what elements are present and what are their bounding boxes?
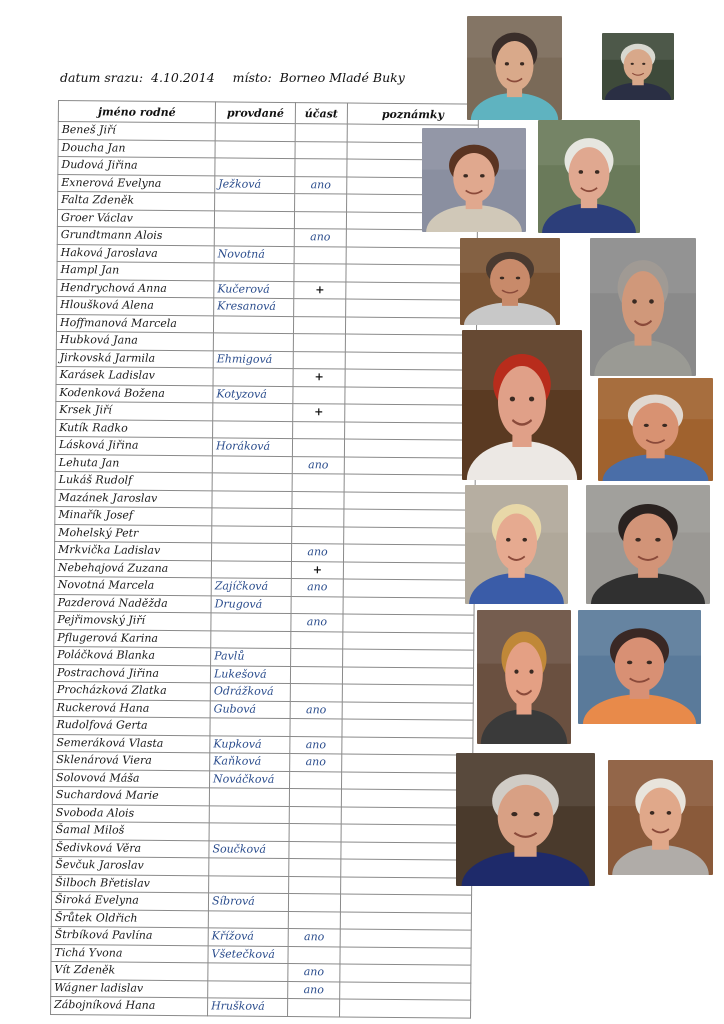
notes-cell [345,404,476,423]
married-name-cell: Všetečková [208,945,288,963]
name-cell: Jirkovská Jarmila [56,349,213,368]
attendance-cell [295,124,347,142]
name-cell: Beneš Jiří [58,122,215,141]
name-cell: Kodenková Božena [56,384,213,403]
married-name-cell: Kupková [210,735,290,753]
notes-cell [344,474,475,493]
attendance-cell: + [294,281,346,299]
notes-cell [343,597,474,616]
notes-cell [341,789,472,808]
notes-cell [342,684,473,703]
attendance-cell [293,386,345,404]
notes-cell [343,614,474,633]
married-name-cell: Síbrová [208,893,288,911]
name-cell: Novotná Marcela [54,576,211,595]
married-name-cell: Odrážková [210,683,290,701]
name-cell: Minařík Josef [55,506,212,525]
table-body [51,122,479,1018]
notes-cell [345,369,476,388]
table-row [51,996,471,1017]
married-name-cell [211,560,291,578]
notes-cell [341,772,472,791]
name-cell: Šedivková Věra [52,839,209,858]
married-name-cell [215,123,295,141]
attendance-cell: ano [290,701,342,719]
attendance-cell: ano [291,579,343,597]
name-cell: Široká Evelyna [51,891,208,910]
attendance-cell [289,876,341,894]
married-name-cell [210,718,290,736]
notes-cell [340,964,471,983]
married-name-cell [215,158,295,176]
attendance-cell [293,351,345,369]
married-name-cell [208,980,288,998]
name-cell: Rudolfová Gerta [53,716,210,735]
married-name-cell [215,140,295,158]
married-name-cell [213,368,293,386]
notes-cell [341,876,472,895]
name-cell: Exnerová Evelyna [58,174,215,193]
name-cell: Karásek Ladislav [56,366,213,385]
name-cell: Zábojníková Hana [51,996,208,1015]
name-cell: Ševčuk Jaroslav [52,856,209,875]
name-cell: Mazánek Jaroslav [55,489,212,508]
married-name-cell [212,525,292,543]
attendance-cell: ano [294,229,346,247]
col-header-name: jméno rodné [58,101,215,123]
attendance-cell: + [293,404,345,422]
photo-woman-blonde-blue [465,485,568,604]
married-name-cell [215,193,295,211]
attendance-cell [289,806,341,824]
name-cell: Groer Václav [57,209,214,228]
married-name-cell [213,333,293,351]
place-label: místo: [232,70,272,85]
name-cell: Wágner ladislav [51,979,208,998]
name-cell: Poláčková Blanka [54,646,211,665]
photo-man-glasses-grey [538,120,640,233]
married-name-cell [209,875,289,893]
married-name-cell [212,473,292,491]
attendance-cell [288,946,340,964]
attendance-cell [295,141,347,159]
name-cell: Šrůtek Oldřich [51,909,208,928]
col-header-attend: účast [295,103,347,124]
notes-cell [344,509,475,528]
notes-cell [341,841,472,860]
attendance-cell [293,316,345,334]
married-name-cell [212,490,292,508]
married-name-cell [214,210,294,228]
attendance-cell [288,894,340,912]
notes-cell [346,299,477,318]
married-name-cell: Kotyzová [213,385,293,403]
name-cell: Doucha Jan [58,139,215,158]
married-name-cell [211,543,291,561]
notes-cell [344,457,475,476]
notes-cell [345,352,476,371]
married-name-cell: Ehmigová [213,350,293,368]
attendance-cell [288,999,340,1017]
notes-cell [341,824,472,843]
married-name-cell [208,963,288,981]
notes-cell [340,999,471,1018]
photo-older-man-suit [602,33,674,100]
married-name-cell [214,263,294,281]
name-cell: Lukáš Rudolf [55,471,212,490]
attendance-cell: ano [290,754,342,772]
name-cell: Vít Zdeněk [51,961,208,980]
photo-woman-blonde-smile [477,610,571,744]
photo-woman-orange-top [578,610,701,724]
notes-cell [342,754,473,773]
married-name-cell [209,823,289,841]
name-cell: Pejřimovský Jiří [54,611,211,630]
married-name-cell: Nováčková [210,770,290,788]
name-cell: Tichá Yvona [51,944,208,963]
attendance-cell [290,684,342,702]
notes-cell [341,859,472,878]
notes-cell [340,929,471,948]
name-cell: Hloušková Alena [57,296,214,315]
married-name-cell [213,420,293,438]
married-name-cell: Kaňková [210,753,290,771]
attendance-cell [288,911,340,929]
name-cell: Solovová Máša [53,769,210,788]
photo-man-striped-shirt [598,378,713,481]
notes-cell [342,737,473,756]
photo-man-mustache [460,238,560,325]
attendance-cell: ano [291,614,343,632]
name-cell: Hoffmanová Marcela [56,314,213,333]
married-name-cell [209,805,289,823]
married-name-cell [213,403,293,421]
married-name-cell [213,315,293,333]
married-name-cell [209,858,289,876]
name-cell: Kutík Radko [56,419,213,438]
name-cell: Šamal Miloš [52,821,209,840]
notes-cell [342,719,473,738]
col-header-married: provdané [215,102,295,124]
married-name-cell [211,630,291,648]
married-name-cell: Kresanová [214,298,294,316]
married-name-cell: Lukešová [210,665,290,683]
name-cell: Pazderová Naděžda [54,594,211,613]
name-cell: Lehuta Jan [55,454,212,473]
name-cell: Štrbíková Pavlína [51,926,208,945]
married-name-cell: Hrušková [208,998,288,1016]
attendance-cell: + [293,369,345,387]
photo-bald-man-blue [456,753,595,886]
name-cell: Hampl Jan [57,261,214,280]
notes-cell [345,387,476,406]
notes-cell [344,527,475,546]
attendance-cell: ano [295,176,347,194]
attendance-cell [291,649,343,667]
name-cell: Hendrychová Anna [57,279,214,298]
photo-older-woman-glasses [467,16,562,120]
married-name-cell [211,613,291,631]
notes-cell [346,282,477,301]
name-cell: Pflugerová Karina [54,629,211,648]
attendance-cell: ano [291,544,343,562]
attendance-cell [289,859,341,877]
name-cell: Procházková Zlatka [53,681,210,700]
photo-man-glasses-white [608,760,713,875]
name-cell: Lásková Jiřina [55,436,212,455]
notes-cell [346,264,477,283]
attendance-cell [293,421,345,439]
married-name-cell: Drugová [211,595,291,613]
name-cell: Semeráková Vlasta [53,734,210,753]
name-cell: Hubková Jana [56,331,213,350]
name-cell: Šilboch Břetislav [52,874,209,893]
notes-cell [344,439,475,458]
notes-cell [345,334,476,353]
photo-woman-dark-hair [586,485,710,604]
attendance-cell [289,841,341,859]
attendance-cell: ano [290,736,342,754]
attendance-cell [295,159,347,177]
photo-man-grey-beard [590,238,696,376]
date-value: 4.10.2014 [151,70,215,85]
married-name-cell [208,910,288,928]
married-name-cell [212,508,292,526]
name-cell: Grundtmann Alois [57,226,214,245]
attendance-cell [289,789,341,807]
attendance-cell [290,771,342,789]
attendance-cell [292,526,344,544]
married-name-cell: Ježková [215,175,295,193]
notes-cell [343,649,474,668]
notes-cell [342,702,473,721]
attendance-cell [295,194,347,212]
attendance-cell [293,334,345,352]
notes-cell [343,632,474,651]
attendance-cell [289,824,341,842]
married-name-cell [212,455,292,473]
married-name-cell: Horáková [212,438,292,456]
attendance-cell: ano [288,929,340,947]
notes-cell [343,544,474,563]
married-name-cell: Součková [209,840,289,858]
name-cell: Mohelský Petr [55,524,212,543]
date-label: datum srazu: [60,70,144,85]
name-cell: Dudová Jiřina [58,157,215,176]
attendance-cell: + [291,561,343,579]
attendance-cell [294,211,346,229]
name-cell: Haková Jaroslava [57,244,214,263]
attendance-cell [294,299,346,317]
notes-cell [345,317,476,336]
name-cell: Falta Zdeněk [58,192,215,211]
col-header-notes: poznámky [347,103,478,125]
name-cell: Nebehajová Zuzana [54,559,211,578]
married-name-cell: Novotná [214,245,294,263]
attendance-cell [292,491,344,509]
notes-cell [343,562,474,581]
name-cell: Mrkvička Ladislav [54,541,211,560]
notes-cell [340,981,471,1000]
attendance-cell [291,631,343,649]
attendance-cell [294,246,346,264]
name-cell: Suchardová Marie [52,786,209,805]
name-cell: Ruckerová Hana [53,699,210,718]
notes-cell [340,946,471,965]
married-name-cell: Pavlů [211,648,291,666]
attendance-table [50,100,479,1018]
married-name-cell: Kučerová [214,280,294,298]
name-cell: Svoboda Alois [52,804,209,823]
attendance-cell [294,264,346,282]
name-cell: Krsek Jiří [56,401,213,420]
attendance-cell [292,439,344,457]
meeting-header [60,70,419,85]
place-value: Borneo Mladé Buky [279,70,405,85]
married-name-cell: Gubová [210,700,290,718]
notes-cell [346,247,477,266]
photo-woman-red-hair [462,330,582,480]
notes-cell [344,492,475,511]
attendance-cell [290,666,342,684]
attendance-cell: ano [288,981,340,999]
notes-cell [342,667,473,686]
attendance-cell [291,596,343,614]
attendance-cell: ano [292,456,344,474]
attendance-cell: ano [288,964,340,982]
attendance-cell [290,719,342,737]
married-name-cell [209,788,289,806]
married-name-cell: Zajíčková [211,578,291,596]
name-cell: Postrachová Jiřina [53,664,210,683]
notes-cell [340,911,471,930]
notes-cell [341,806,472,825]
attendance-cell [292,509,344,527]
notes-cell [345,422,476,441]
notes-cell [343,579,474,598]
photo-woman-brown-hair [422,128,526,232]
attendance-cell [292,474,344,492]
married-name-cell: Křížová [208,928,288,946]
name-cell: Sklenárová Viera [53,751,210,770]
married-name-cell [214,228,294,246]
notes-cell [340,894,471,913]
